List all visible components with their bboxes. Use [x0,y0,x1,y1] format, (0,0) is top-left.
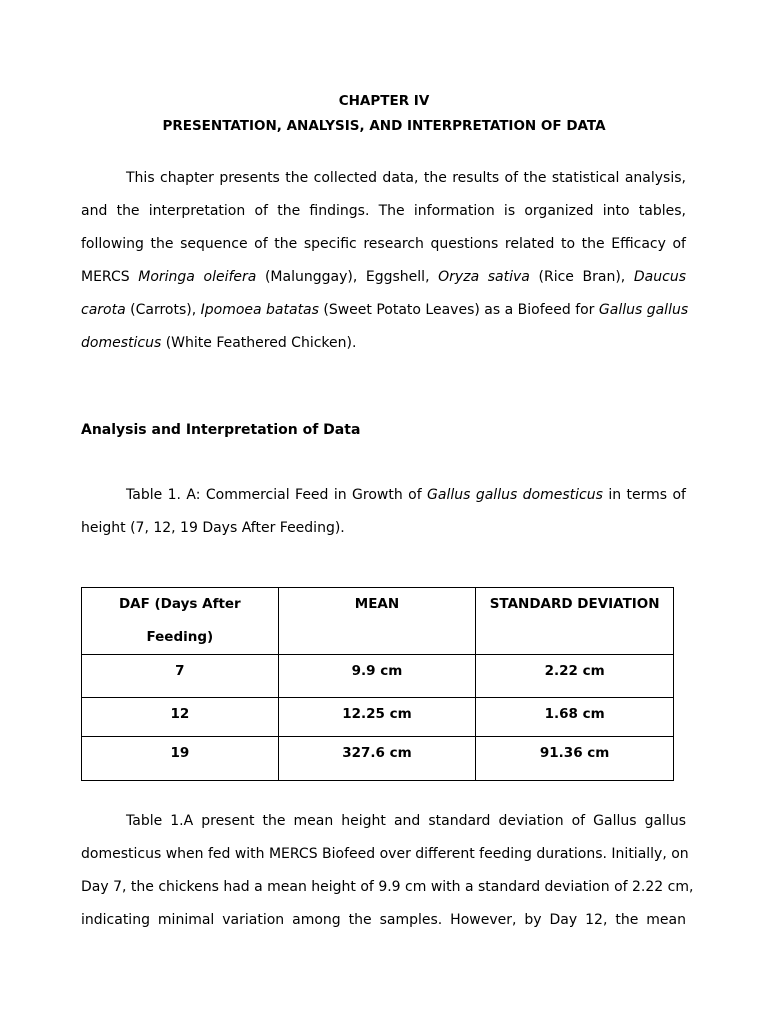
caption-line: Table 1. A: Commercial Feed in Growth of Gallus gallus domesticus in terms of [126,487,686,503]
discussion-line: Table 1.A present the mean height and standard deviation of Gallus gallus [126,813,686,829]
caption-line: height (7, 12, 19 Days After Feeding). [81,520,345,536]
section-heading: Analysis and Interpretation of Data [81,422,361,438]
cell-sd: 91.36 cm [476,737,674,781]
cell-daf: 7 [82,655,279,698]
table-row [82,698,674,737]
table-header-row [82,588,674,655]
chapter-title: PRESENTATION, ANALYSIS, AND INTERPRETATION OF DATA [162,118,606,134]
cell-daf: 19 [82,737,279,781]
cell-sd: 1.68 cm [476,698,674,737]
discussion-line: indicating minimal variation among the samples. However, by Day 12, the mean [81,912,686,928]
intro-line: MERCS Moringa oleifera (Malunggay), Eggshell, Oryza sativa (Rice Bran), Daucus [81,269,686,285]
cell-mean: 9.9 cm [278,655,476,698]
table-row [82,737,674,781]
intro-line: This chapter presents the collected data, the results of the statistical analysis, [126,170,686,186]
cell-daf: 12 [82,698,279,737]
cell-sd: 2.22 cm [476,655,674,698]
cell-mean: 12.25 cm [278,698,476,737]
discussion-line: domesticus when fed with MERCS Biofeed over different feeding durations. Initially, on [81,846,689,862]
results-table [81,587,674,781]
intro-line: domesticus (White Feathered Chicken). [81,335,357,351]
discussion-line: Day 7, the chickens had a mean height of 9.9 cm with a standard deviation of 2.22 cm, [81,879,694,895]
header-sd: STANDARD DEVIATION [476,588,674,655]
header-daf: DAF (Days After Feeding) [82,588,279,655]
header-mean: MEAN [278,588,476,655]
cell-mean: 327.6 cm [278,737,476,781]
intro-line: and the interpretation of the findings. The information is organized into tables, [81,203,686,219]
intro-line: carota (Carrots), Ipomoea batatas (Sweet Potato Leaves) as a Biofeed for Gallus gallus [81,302,689,318]
table-row [82,655,674,698]
intro-line: following the sequence of the specific research questions related to the Efficacy of [81,236,686,252]
chapter-number: CHAPTER IV [338,93,430,109]
